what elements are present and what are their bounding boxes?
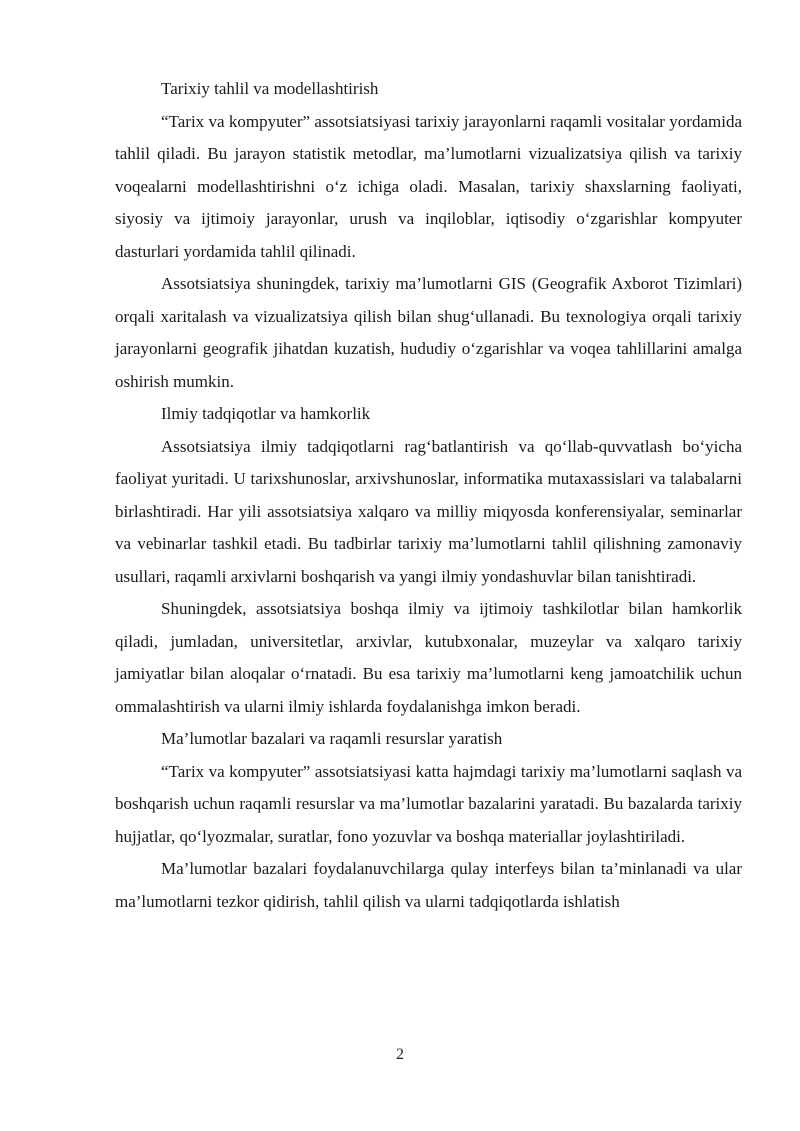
section-heading-historical-analysis: Tarixiy tahlil va modellashtirish (161, 79, 379, 98)
paragraph-digital-resources: “Tarix va kompyuter” assotsiatsiyasi katta hajmdagi tarixiy ma’lumotlarni saqlash va boshqarish uchun raqamli resurslar va ma’lumotlar bazalarini yaratadi. Bu bazalarda tarixiy hujjatlar, qo‘lyozmalar, suratlar, fono yozuvlar va boshqa materiallar joylashtiriladi. (115, 761, 742, 846)
paragraph-cooperation: Shuningdek, assotsiatsiya boshqa ilmiy va ijtimoiy tashkilotlar bilan hamkorlik qiladi, jumladan, universitetlar, arxivlar, kutubxonalar, muzeylar va xalqaro tarixiy jamiyatlar bilan aloqalar o‘rnatadi. Bu esa tarixiy ma’lumotlarni keng jamoatchilik uchun ommalashtirish va ularni ilmiy ishlarda foydalanishga imkon beradi. (115, 599, 742, 716)
paragraph-gis-mapping: Assotsiatsiya shuningdek, tarixiy ma’lumotlarni GIS (Geografik Axborot Tizimlari) orqali xaritalash va vizualizatsiya qilish bilan shug‘ullanadi. Bu texnologiya orqali tarixiy jarayonlarni geografik jihatdan kuzatish, hududiy o‘zgarishlar va voqea tahlillarini amalga oshirish mumkin. (115, 274, 742, 391)
page-number: 2 (396, 1046, 404, 1063)
section-heading-research-cooperation: Ilmiy tadqiqotlar va hamkorlik (161, 404, 371, 423)
paragraph-association-analysis: “Tarix va kompyuter” assotsiatsiyasi tarixiy jarayonlarni raqamli vositalar yordamida tahlil qiladi. Bu jarayon statistik metodlar, ma’lumotlarni vizualizatsiya qilish va tarixiy voqealarni modellashtirishni o‘z ichiga oladi. Masalan, tarixiy shaxslarning faoliyati, siyosiy va ijtimoiy jarayonlar, urush va inqiloblar, iqtisodiy o‘zgarishlar kompyuter dasturlari yordamida tahlil qilinadi. (115, 111, 742, 261)
paragraph-database-interface: Ma’lumotlar bazalari foydalanuvchilarga qulay interfeys bilan ta’minlanadi va ular ma’lumotlarni tezkor qidirish, tahlil qilish va ularni tadqiqotlarda ishlatish (115, 859, 742, 911)
section-heading-databases: Ma’lumotlar bazalari va raqamli resurslar yaratish (161, 729, 503, 748)
document-page (115, 73, 742, 918)
paragraph-research-support: Assotsiatsiya ilmiy tadqiqotlarni rag‘batlantirish va qo‘llab-quvvatlash bo‘yicha faoliyat yuritadi. U tarixshunoslar, arxivshunoslar, informatika mutaxassislari va talabalarni birlashtiradi. Har yili assotsiatsiya xalqaro va milliy miqyosda konferensiyalar, seminarlar va vebinarlar tashkil etadi. Bu tadbirlar tarixiy ma’lumotlarni tahlil qilishning zamonaviy usullari, raqamli arxivlarni boshqarish va yangi ilmiy yondashuvlar bilan tanishtiradi. (115, 436, 742, 586)
